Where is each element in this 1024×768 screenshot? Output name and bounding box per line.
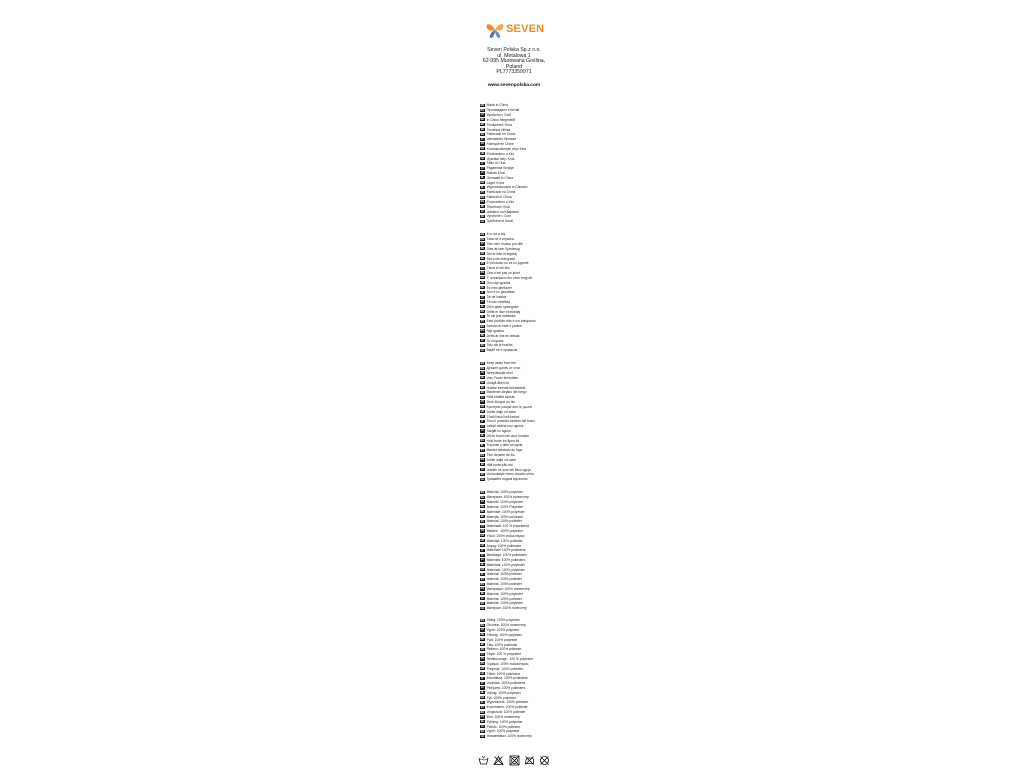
country-code-badge: RO <box>480 582 485 586</box>
country-code-badge: BG <box>480 237 485 241</box>
country-code-badge: IT <box>481 676 484 680</box>
label-text: Tűztől távol kell tartani <box>486 414 520 419</box>
country-code-badge: SI <box>481 210 484 214</box>
country-code-badge: PL <box>480 700 484 704</box>
country-code-badge: LV <box>480 429 484 433</box>
country-code-badge: BG <box>480 623 485 627</box>
label-text: Ceci n'est pas un jouet <box>486 271 520 276</box>
label-text: Made in China <box>486 103 508 108</box>
country-code-badge: NO <box>480 439 485 443</box>
country-code-badge: FI <box>481 137 484 141</box>
label-text: Dies ist kein Spielzeug <box>486 246 520 251</box>
label-text: Toodetud Hiinas <box>486 127 511 132</box>
country-code-badge: RS <box>480 715 484 719</box>
label-text: Виріб не є іграшкою <box>486 348 518 353</box>
country-code-badge: EE <box>480 256 484 260</box>
country-code-badge: PL <box>480 443 484 447</box>
country-code-badge: LT <box>480 553 484 557</box>
label-text: Hoidke eemale tulekahtest <box>486 385 526 390</box>
label-text: Materiale: 100% polyester <box>486 509 525 514</box>
label-text: Este produto não é um brinquedo <box>486 319 536 324</box>
country-code-badge: HR <box>480 667 485 671</box>
country-code-badge: HR <box>480 152 485 156</box>
label-text: Tämä ei ole lelu <box>486 266 510 271</box>
country-code-badge: UA <box>480 477 485 481</box>
label-text: Medžiaga: 100% poliesteris <box>486 553 527 558</box>
label-text: Tieni il prodotto lontano dal fuoco <box>486 419 536 424</box>
label-text: Nije igračka <box>486 328 504 333</box>
country-code-badge: DK <box>480 381 485 385</box>
country-code-badge: LT <box>480 681 484 685</box>
country-code-badge: FR <box>480 657 484 661</box>
country-code-badge: IT <box>481 419 484 423</box>
country-code-badge: PT <box>480 448 484 452</box>
label-text: Izdelek ne sme biti blizu ognja <box>486 467 531 472</box>
label-text: Material: 100% polyester <box>486 490 523 495</box>
country-code-badge: HR <box>480 410 485 414</box>
country-code-badge: RS <box>480 200 484 204</box>
label-text: Ovo nije igračka <box>486 280 511 285</box>
country-code-badge: ES <box>480 390 484 394</box>
label-text: Произведено в Китай <box>486 108 520 113</box>
label-text: Матеріал: 100% поліестер <box>486 606 527 611</box>
country-code-badge: SK <box>480 472 484 476</box>
label-text: Mantener alejado del fuego <box>486 390 527 395</box>
country-code-badge: NO <box>480 568 485 572</box>
label-text: Material: 100% poliéster <box>486 519 522 524</box>
country-code-badge: ES <box>480 132 484 136</box>
label-text: Fabricado en China <box>486 132 516 137</box>
country-code-badge: FR <box>480 142 484 146</box>
country-code-badge: DE <box>480 247 484 251</box>
country-code-badge: CZ <box>480 500 484 504</box>
brand-logo <box>485 20 545 42</box>
label-text: Anyag: 100% poliészter <box>486 543 522 548</box>
label-text: Tillverkad i Kina <box>486 204 510 209</box>
label-text: Dit is geen speelgoed <box>486 304 519 309</box>
label-text: Detta är inte en leksak <box>486 333 520 338</box>
country-code-badge: NO <box>480 181 485 185</box>
label-text: Tenir éloigné du feu <box>486 400 516 405</box>
label-text: Materiál: 100% polyester <box>486 500 523 505</box>
label-text: Дръжте далеч от огън <box>486 366 521 371</box>
label-text: Fyllning: 100% polyester <box>486 719 523 724</box>
country-code-badge: DK <box>480 252 485 256</box>
label-text: Pagaminta Kinijoje <box>486 166 514 171</box>
country-code-badge: IT <box>481 548 484 552</box>
country-code-badge: PT <box>480 190 484 194</box>
hand-wash-icon <box>478 755 489 766</box>
company-city: 62-095 Murowana Goślina, <box>482 58 546 64</box>
country-code-badge: LV <box>480 300 484 304</box>
label-text: Material: 100% polyester <box>486 591 523 596</box>
country-code-badge: BG <box>480 366 485 370</box>
butterfly-logo-icon <box>485 20 505 40</box>
country-code-badge: FR <box>480 529 484 533</box>
label-text: Držite dalje od vatre <box>486 457 516 462</box>
label-text: Tai ne žaislas <box>486 295 507 300</box>
label-text: Valmistettu Kiinassa <box>486 137 517 142</box>
country-code-badge: EN <box>480 618 484 622</box>
label-text: Toto není hračka pro děti <box>486 242 523 247</box>
country-code-badge: IT <box>481 290 484 294</box>
country-code-badge: PL <box>480 185 484 189</box>
filling-line <box>480 734 554 739</box>
label-text: Fabriqué en Chine <box>486 142 514 147</box>
label-text: Wyprodukowano w Chinach <box>486 185 528 190</box>
label-text: Proizvedeno u Kini <box>486 199 515 204</box>
label-text: Ražots Ķīnā <box>486 171 505 175</box>
fire-warning-line <box>480 477 554 482</box>
label-text: Vyrobeno v Číně <box>486 113 512 118</box>
country-code-badge: NL <box>480 176 484 180</box>
country-code-badge: NL <box>480 305 484 309</box>
label-text: Filling: 100% polyester <box>486 618 520 623</box>
country-code-badge: SE <box>480 720 484 724</box>
country-code-badge: LV <box>480 558 484 562</box>
country-code-badge: RO <box>480 324 485 328</box>
label-text: Užpildas: 100% poliesteris <box>486 681 526 686</box>
label-text: Vyrobené v Číne <box>486 214 512 219</box>
label-text: Наповнювач: 100% поліестер <box>486 734 532 739</box>
label-text: Non è un giocattolo <box>486 290 516 295</box>
country-code-badge: EN <box>480 361 484 365</box>
label-text: Imbottitura: 100% poliestere <box>486 676 528 681</box>
brand-name: SEVEN <box>506 23 545 35</box>
country-code-badge: HU <box>480 156 485 160</box>
country-code-badge: LV <box>480 686 484 690</box>
country-code-badge: LT <box>480 166 484 170</box>
label-text: In China hergestellt <box>486 117 516 122</box>
material-line <box>480 606 554 611</box>
label-text: Uit de buurt van vuur houden <box>486 433 530 438</box>
country-code-badge: DE <box>480 505 484 509</box>
label-text: Det er ikke et legetøj <box>486 251 517 256</box>
label-text: Pidä etäällä tulesta <box>486 395 515 400</box>
country-code-badge: SE <box>480 463 484 467</box>
country-code-badge: LV <box>480 171 484 175</box>
label-text: Undgå åben ild <box>486 380 509 385</box>
label-text: Материјал: 100% полиестер <box>486 586 530 591</box>
country-code-badge: CZ <box>480 113 484 117</box>
label-text: Fyll: 100% polyester <box>486 695 517 700</box>
country-code-badge: PL <box>480 572 484 576</box>
label-text: Fabricat în China <box>486 195 512 200</box>
label-text: Fabricado na China <box>486 190 516 195</box>
label-text: Výplň: 100% polyester <box>486 628 520 633</box>
label-text: Fatto in Cina <box>486 161 506 166</box>
label-text: Nevystavujte ohni <box>486 371 513 376</box>
label-text: Materiāls: 100% poliesters <box>486 558 526 562</box>
country-code-badge: NL <box>480 691 484 695</box>
label-text: Τ' αντικείμενο δεν είναι παιχνίδι <box>486 275 533 280</box>
country-code-badge: IT <box>481 161 484 165</box>
country-code-badge: NL <box>480 434 484 438</box>
label-text: Izdelano na Kitajskem <box>486 209 519 214</box>
country-code-badge: UA <box>480 348 485 352</box>
product-label <box>474 14 554 766</box>
country-code-badge: CZ <box>480 628 484 632</box>
country-code-badge: SK <box>480 601 484 605</box>
label-text: Това не е играчка <box>486 237 514 242</box>
label-text: Matière : 100% polyester <box>486 529 524 534</box>
label-text: Acesta nu este o jucărie <box>486 324 522 329</box>
label-text: Material: 100% poliéster <box>486 577 522 582</box>
label-text: Umplutură: 100% poliester <box>486 710 526 715</box>
label-text: Polnilo: 100% poliester <box>486 724 521 729</box>
label-text: Füllung: 100% polyester <box>486 632 522 637</box>
country-code-badge: UA <box>480 606 485 610</box>
country-code-badge: SI <box>481 339 484 343</box>
country-code-badge: EN <box>480 103 484 107</box>
country-code-badge: BG <box>480 495 485 499</box>
country-code-badge: RO <box>480 453 485 457</box>
label-text: Pildījums: 100% poliesters <box>486 686 526 690</box>
company-country: Poland <box>505 63 523 70</box>
label-text: Relleno: 100% poliéster <box>486 647 522 652</box>
country-code-badge: EE <box>480 385 484 389</box>
country-code-badge: GR <box>480 405 485 409</box>
country-code-badge: FR <box>480 271 484 275</box>
country-code-badge: RS <box>480 329 484 333</box>
not-toy-section <box>480 232 554 353</box>
country-code-badge: ES <box>480 261 484 265</box>
do-not-dry-clean-icon <box>539 755 550 766</box>
label-text: Ez nem játékszer <box>486 285 512 290</box>
label-text: Materijal: 100% poliester <box>486 538 523 543</box>
website-link[interactable]: www.sevenpolska.com <box>487 83 541 88</box>
country-code-badge: PT <box>480 319 484 323</box>
country-code-badge: HR <box>480 539 485 543</box>
label-text: Produceret i Kina <box>486 122 512 127</box>
country-code-badge: EE <box>480 514 484 518</box>
country-code-badge: SE <box>480 205 484 209</box>
country-code-badge: DE <box>480 633 484 637</box>
label-text: Κατασκευάστηκε στην Κίνα <box>486 146 527 151</box>
label-text: Manter afastado do fogo <box>486 448 523 453</box>
label-text: Töltet: 100% poliészter <box>486 671 521 676</box>
country-code-badge: EE <box>480 642 484 646</box>
origin-section <box>480 103 554 224</box>
label-text: Тримайте подалі від вогню <box>486 477 528 482</box>
country-code-badge: SI <box>481 597 484 601</box>
label-text: Фил: 100% полиестер <box>486 714 520 719</box>
country-code-badge: GR <box>480 276 485 280</box>
label-text: Materiaali: 100 % polyesteriä <box>486 524 529 529</box>
country-code-badge: HU <box>480 671 485 675</box>
filling-section <box>480 618 554 739</box>
country-code-badge: DK <box>480 638 485 642</box>
label-text: Laget i Kina <box>486 180 505 185</box>
label-text: Зроблено в Китаї <box>486 219 513 224</box>
country-code-badge: ES <box>480 519 484 523</box>
country-code-badge: SK <box>480 214 484 218</box>
country-code-badge: HU <box>480 543 485 547</box>
label-text: Пълнеж: 100% полиестер <box>486 623 526 628</box>
label-text: Sargāt no uguns <box>486 429 511 433</box>
country-code-badge: PL <box>480 314 484 318</box>
country-code-badge: NO <box>480 696 485 700</box>
label-text: Vom Feuer fernhalten <box>486 375 519 380</box>
label-text: Material: 100% Polyester <box>486 504 524 509</box>
country-code-badge: RS <box>480 587 484 591</box>
country-code-badge: SK <box>480 729 484 733</box>
country-code-badge: UA <box>480 219 485 223</box>
country-code-badge: RS <box>480 458 484 462</box>
country-code-badge: DE <box>480 376 484 380</box>
label-text: Proizvedeno u Kini <box>486 151 515 156</box>
country-code-badge: FI <box>481 266 484 270</box>
country-code-badge: DK <box>480 123 485 127</box>
country-code-badge: UA <box>480 734 485 738</box>
label-text: Toto nie je hračka <box>486 343 513 348</box>
label-text: Gemaakt in China <box>486 175 513 180</box>
label-text: Výplň: 100% polyester <box>486 729 520 734</box>
label-text: Enchimento: 100% poliéster <box>486 705 528 710</box>
country-code-badge: LT <box>480 295 484 299</box>
label-text: Håll borta från eld <box>486 462 513 467</box>
country-code-badge: ES <box>480 647 484 651</box>
country-code-badge: NL <box>480 563 484 567</box>
label-text: To nie jest zabawka <box>486 314 516 319</box>
not-toy-line <box>480 348 554 353</box>
label-text: Materiale: 100% poliestere <box>486 548 526 553</box>
country-code-badge: EE <box>480 127 484 131</box>
country-code-badge: HR <box>480 281 485 285</box>
label-text: Υλικό: 100% πολυεστέρας <box>486 533 525 538</box>
label-text: Gyártási hely: Kína <box>486 156 515 161</box>
label-text: Držite dalje od vatre <box>486 409 516 414</box>
country-code-badge: FI <box>481 395 484 399</box>
label-text: Fyld: 100% polyester <box>486 637 518 642</box>
country-code-badge: PT <box>480 705 484 709</box>
country-code-badge: NO <box>480 310 485 314</box>
label-text: Wypełnienie: 100% poliester <box>486 700 529 705</box>
country-code-badge: EN <box>480 490 484 494</box>
label-text: Materiał: 100% poliester <box>486 572 522 577</box>
country-code-badge: DK <box>480 510 485 514</box>
label-text: Κρατήστε μακριά από τη φωτιά <box>486 404 532 409</box>
company-street: ul. Metalowa 1 <box>497 52 531 59</box>
company-name: Seven Polska Sp.z o.o. <box>487 47 541 53</box>
do-not-iron-icon <box>524 755 535 766</box>
label-text: Laikyti atokiai nuo ugnies <box>486 424 524 429</box>
label-text: Keep away from fire <box>486 361 516 366</box>
country-code-badge: RO <box>480 710 485 714</box>
country-code-badge: GR <box>480 534 485 538</box>
label-text: Materiale: 100% polyester <box>486 567 525 572</box>
country-code-badge: BG <box>480 108 485 112</box>
country-code-badge: PT <box>480 577 484 581</box>
country-code-badge: FI <box>481 524 484 528</box>
country-code-badge: SK <box>480 343 484 347</box>
country-code-badge: EN <box>480 232 484 236</box>
label-text: Uchovávajte mimo dosahu ohňa <box>486 472 534 477</box>
fire-warning-section <box>480 361 554 482</box>
country-code-badge: SI <box>481 725 484 729</box>
label-text: El producto no es un juguete <box>486 261 529 266</box>
country-code-badge: DE <box>480 118 484 122</box>
label-text: Materiál: 100% polyester <box>486 601 523 606</box>
do-not-bleach-icon <box>493 755 504 766</box>
country-code-badge: HU <box>480 285 485 289</box>
label-text: Täis: 100% polüester <box>486 642 518 647</box>
label-text: Vulling: 100% polyester <box>486 690 521 695</box>
label-text: Rembourrage : 100 % polyester <box>486 657 534 662</box>
country-code-badge: GR <box>480 147 485 151</box>
material-section <box>480 490 554 611</box>
country-code-badge: SI <box>481 468 484 472</box>
label-text: Tā nav rotaļlieta <box>486 300 511 304</box>
label-text: Materiaal: 100% polyester <box>486 562 525 567</box>
label-text: To ni igrača <box>486 338 504 343</box>
country-code-badge: LT <box>480 424 484 428</box>
country-code-badge: FI <box>481 652 484 656</box>
country-code-badge: SE <box>480 592 484 596</box>
company-address <box>474 48 554 76</box>
label-text: See pole mänguasi <box>486 256 515 261</box>
label-text: Γέμισμα: 100% πολυεστέρας <box>486 661 529 666</box>
label-text: Trzymać z dala od ognia <box>486 443 523 448</box>
label-text: It is not a toy <box>486 232 506 237</box>
label-text: Hold borte fra åpen ild <box>486 438 520 443</box>
label-text: Материал: 100% полиестер <box>486 495 529 500</box>
label-text: Materjal: 100% polüester <box>486 514 524 519</box>
label-text: Punjenje: 100% poliester <box>486 666 524 671</box>
label-text: Ține departe de foc <box>486 453 516 458</box>
country-code-badge: SE <box>480 334 484 338</box>
label-text: Täyte: 100 % polyesteri <box>486 652 522 657</box>
care-symbols <box>478 754 550 766</box>
label-text: Dette er ikke et leketøy <box>486 309 521 314</box>
label-text: Material: 100% poliester <box>486 582 522 587</box>
country-code-badge: HU <box>480 414 485 418</box>
country-code-badge: GR <box>480 662 485 666</box>
country-code-badge: FR <box>480 400 484 404</box>
country-code-badge: CZ <box>480 242 484 246</box>
country-code-badge: CZ <box>480 371 484 375</box>
label-text: Material: 100% poliester <box>486 596 522 601</box>
do-not-tumble-dry-icon <box>509 755 520 766</box>
company-tax-id: PL7773359971 <box>496 69 532 75</box>
origin-line <box>480 219 554 224</box>
country-code-badge: RO <box>480 195 485 199</box>
